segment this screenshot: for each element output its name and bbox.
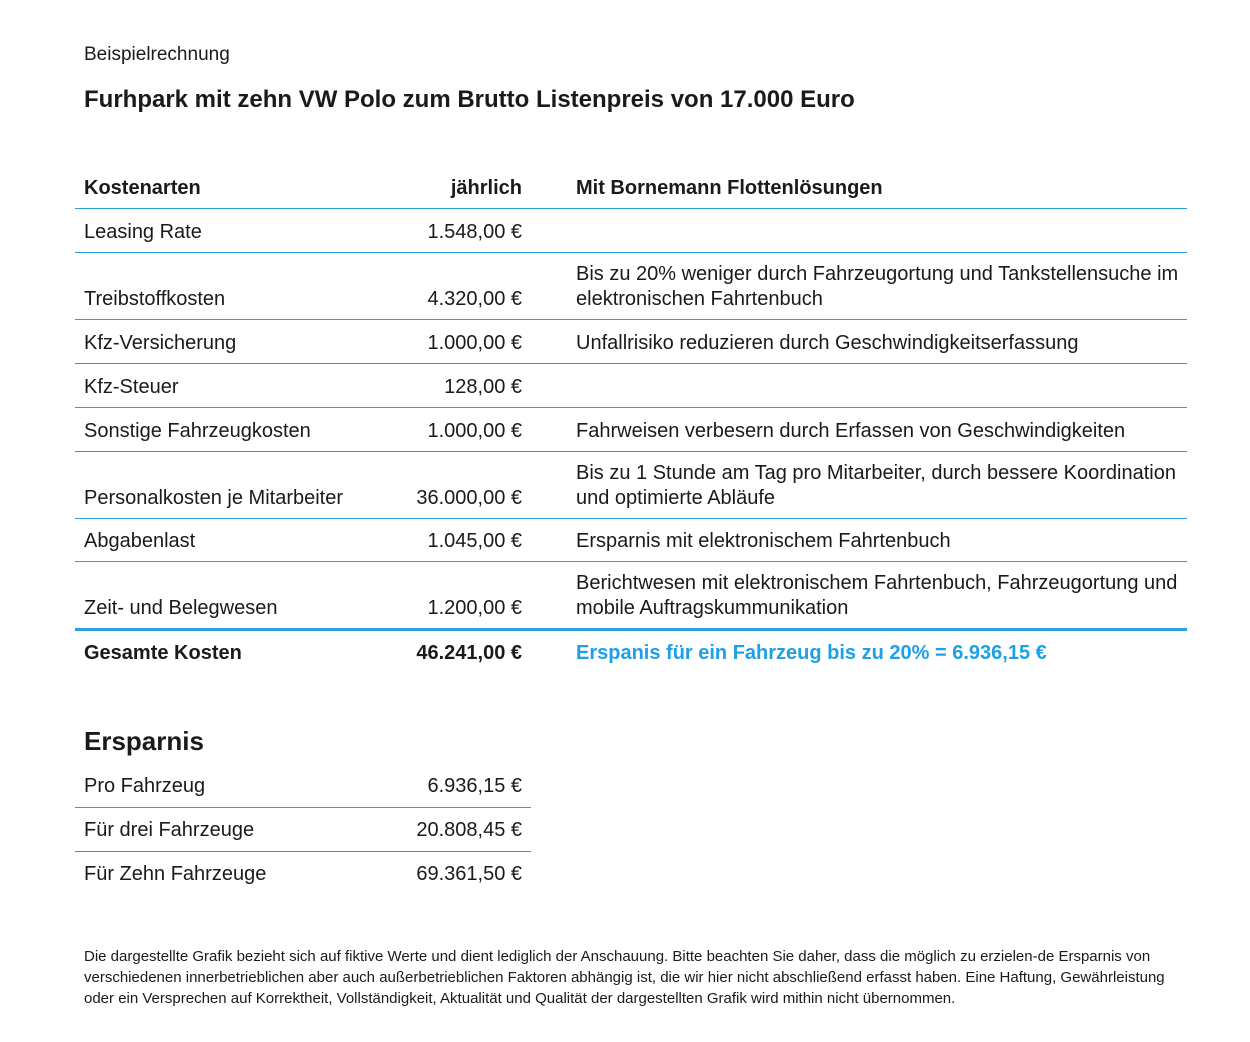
savings-label: Pro Fahrzeug	[84, 775, 206, 797]
savings-row	[75, 808, 531, 852]
savings-row	[75, 852, 531, 896]
cost-type-cell: Abgabenlast	[84, 530, 196, 552]
annual-cell: 1.200,00 €	[427, 597, 522, 619]
annual-cell: 1.548,00 €	[427, 221, 522, 243]
solution-cell: Fahrweisen verbesern durch Erfassen von Geschwindigkeiten	[576, 420, 1126, 442]
savings-title: Ersparnis	[84, 726, 204, 756]
savings-value: 20.808,45 €	[416, 819, 522, 841]
cost-type-cell: Kfz-Steuer	[84, 376, 179, 398]
annual-cell: 4.320,00 €	[427, 288, 522, 310]
annual-cell: 1.000,00 €	[427, 332, 522, 354]
total-label: Gesamte Kosten	[84, 642, 242, 664]
cost-type-cell: Leasing Rate	[84, 221, 202, 243]
annual-cell: 36.000,00 €	[416, 487, 522, 509]
table-row	[75, 408, 1187, 452]
header-cost-type: Kostenarten	[84, 177, 201, 199]
savings-row	[75, 764, 531, 808]
table-row	[75, 253, 1187, 320]
total-row	[75, 631, 1187, 677]
document-subtitle: Beispielrechnung	[84, 44, 230, 65]
document-title: Furhpark mit zehn VW Polo zum Brutto Listenpreis von 17.000 Euro	[84, 86, 855, 113]
annual-cell: 128,00 €	[444, 376, 522, 398]
cost-table	[75, 168, 1187, 677]
cost-type-cell: Sonstige Fahrzeugkosten	[84, 420, 311, 442]
cost-type-cell: Zeit- und Belegwesen	[84, 597, 278, 619]
annual-cell: 1.045,00 €	[427, 530, 522, 552]
table-row	[75, 320, 1187, 364]
savings-value: 6.936,15 €	[427, 775, 522, 797]
cost-type-cell: Kfz-Versicherung	[84, 332, 237, 354]
solution-cell: Ersparnis mit elektronischem Fahrtenbuch	[576, 530, 951, 552]
table-row	[75, 562, 1187, 631]
table-row	[75, 519, 1187, 562]
table-row	[75, 209, 1187, 253]
savings-label: Für Zehn Fahrzeuge	[84, 863, 267, 885]
total-annual: 46.241,00 €	[416, 642, 522, 664]
disclaimer-text: Die dargestellte Grafik bezieht sich auf fiktive Werte und dient lediglich der Anschauung. Bitte beachten Sie daher, dass die möglich zu erzielen-de Ersparnis von verschiedenen innerbetrieblichen aber auch außerbetrieblichen Faktoren abhängig ist, die wir hier nicht abschließend erfasst haben. Eine Haftung, Gewährleistung oder ein Versprechen auf Korrektheit, Vollständigkeit, Aktualität und Qualität der dargestellten Grafik wird mithin nicht übernommen.	[84, 948, 1165, 1007]
cost-type-cell: Treibstoffkosten	[84, 288, 226, 310]
solution-cell: Unfallrisiko reduzieren durch Geschwindigkeitserfassung	[576, 332, 1079, 354]
cost-type-cell: Personalkosten je Mitarbeiter	[84, 487, 344, 509]
header-annual: jährlich	[450, 177, 522, 199]
total-savings-note: Erspanis für ein Fahrzeug bis zu 20% = 6.936,15 €	[576, 642, 1047, 664]
solution-cell: Bis zu 1 Stunde am Tag pro Mitarbeiter, durch bessere Koordination und optimierte Abläufe	[576, 462, 1176, 509]
savings-label: Für drei Fahrzeuge	[84, 819, 255, 841]
solution-cell: Bis zu 20% weniger durch Fahrzeugortung und Tankstellensuche im elektronischen Fahrtenbuch	[576, 263, 1179, 310]
table-row	[75, 364, 1187, 408]
table-row	[75, 452, 1187, 519]
table-header-row	[75, 168, 1187, 209]
header-solution: Mit Bornemann Flottenlösungen	[576, 177, 883, 199]
solution-cell: Berichtwesen mit elektronischem Fahrtenbuch, Fahrzeugortung und mobile Auftragskummunikation	[576, 572, 1178, 619]
savings-table	[75, 764, 531, 896]
savings-value: 69.361,50 €	[416, 863, 522, 885]
annual-cell: 1.000,00 €	[427, 420, 522, 442]
